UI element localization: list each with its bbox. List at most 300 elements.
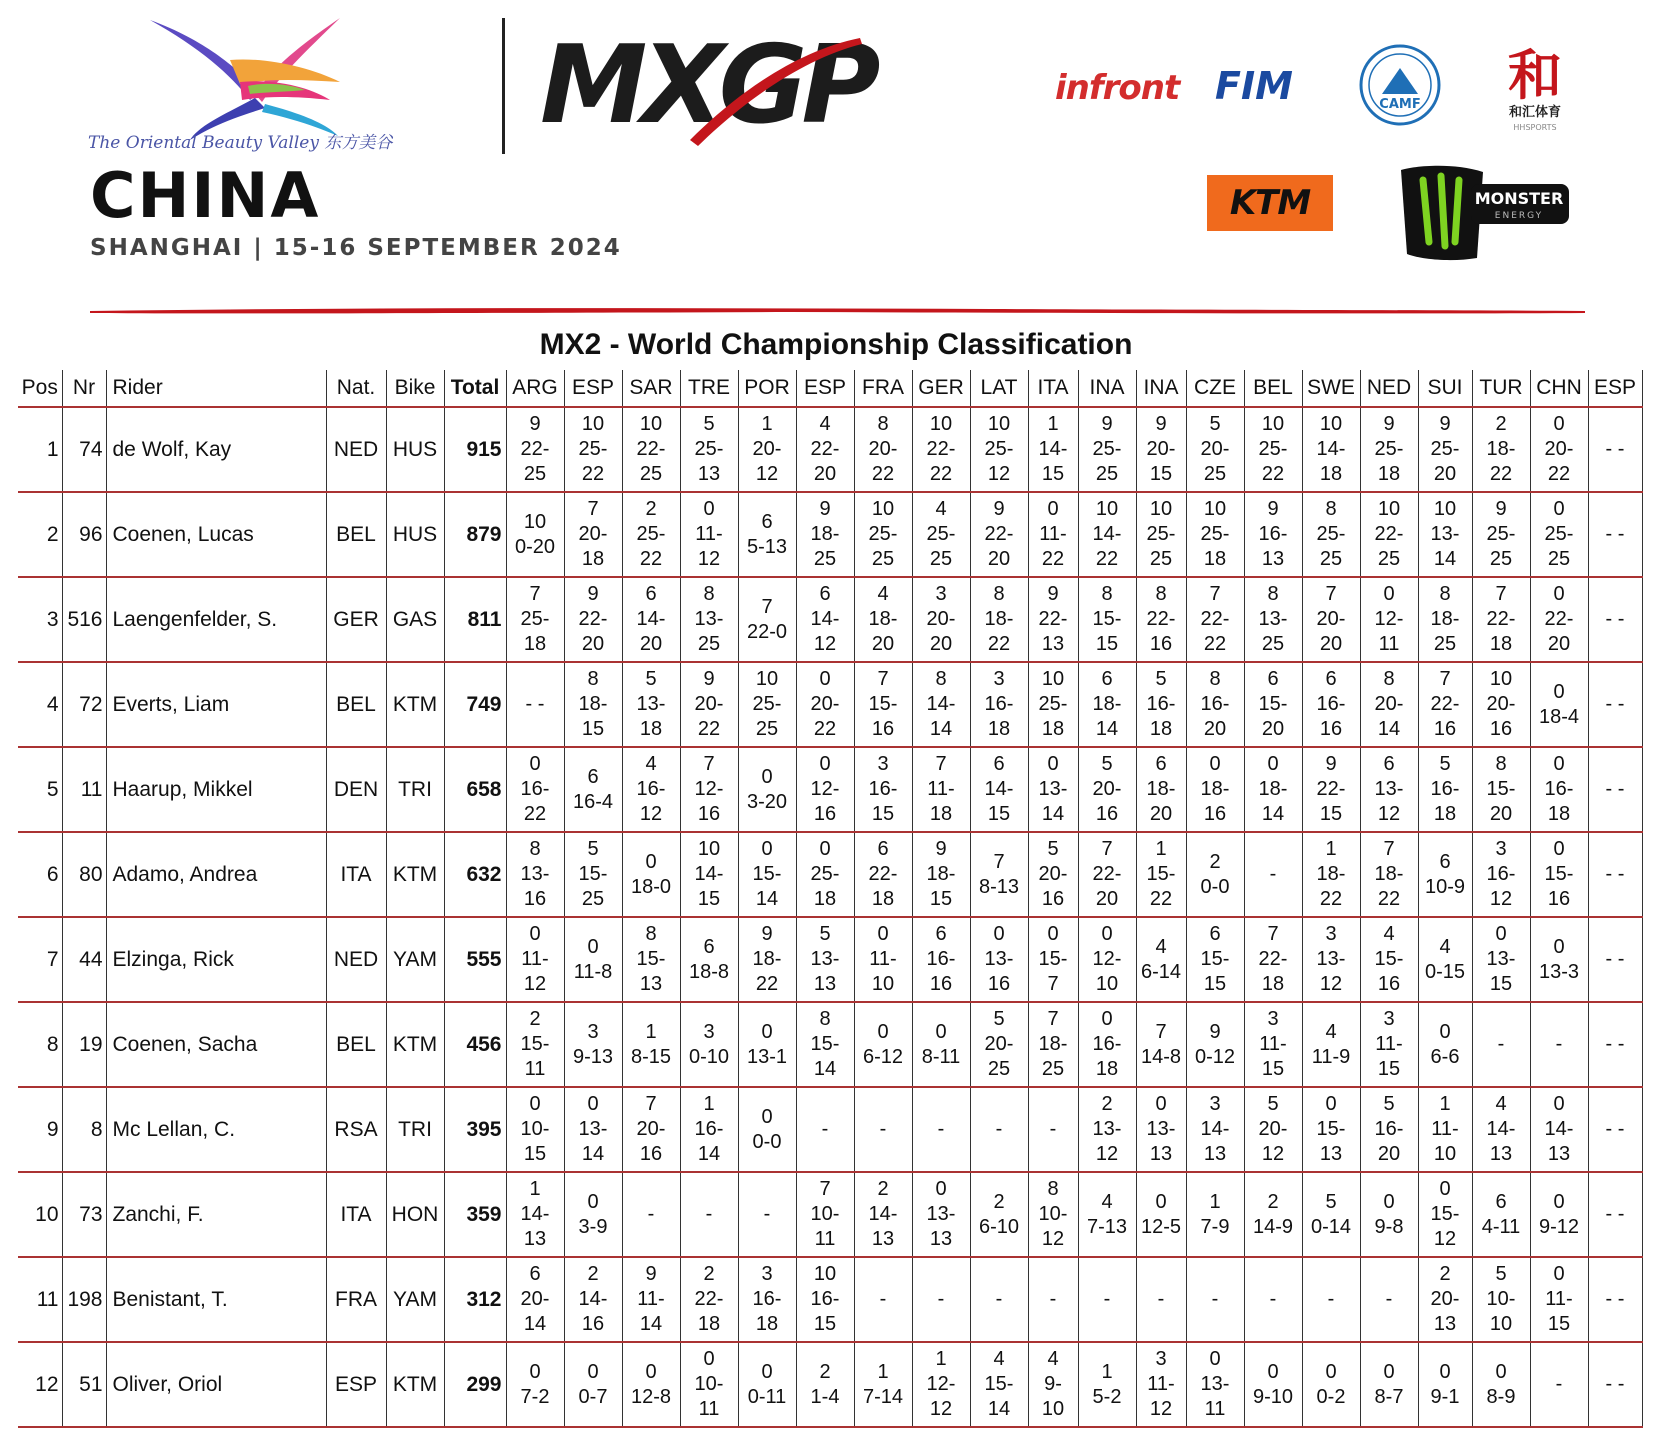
cell-race-result: 8 22- 16 [1136,577,1186,662]
cell-race-result: 0 8-7 [1360,1342,1418,1427]
cell-rider: Coenen, Lucas [106,492,326,577]
cell-nat: ITA [326,832,386,917]
he-sports-logo [1495,38,1575,138]
cell-race-result: 8 25- 25 [1302,492,1360,577]
cell-race-result: 10 0-20 [506,492,564,577]
svg-text:和汇体育: 和汇体育 [1508,105,1562,120]
cell-race-result: 8 15- 14 [796,1002,854,1087]
event-header [0,0,1672,330]
cell-total: 395 [444,1087,506,1172]
cell-nat: NED [326,917,386,1002]
cell-race-result: - [738,1172,796,1257]
cell-pos: 11 [18,1257,62,1342]
cell-nat: DEN [326,747,386,832]
cell-race-result: 5 20- 12 [1244,1087,1302,1172]
cell-nat: FRA [326,1257,386,1342]
cell-race-result: - - [1588,1002,1642,1087]
cell-race-result: - [1530,1002,1588,1087]
cell-race-result: 5 20- 16 [1078,747,1136,832]
cell-race-result: 0 20- 22 [1530,407,1588,492]
cell-race-result: 2 14- 16 [564,1257,622,1342]
column-header: ESP [1588,370,1642,407]
cell-race-result: 7 22- 20 [1078,832,1136,917]
fim-logo: FIM [1215,64,1293,108]
cell-race-result: 0 11- 22 [1028,492,1078,577]
cell-nr: 73 [62,1172,106,1257]
svg-text:HHSPORTS: HHSPORTS [1513,123,1557,132]
cell-race-result: 4 0-15 [1418,917,1472,1002]
cell-race-result: 0 22- 20 [1530,577,1588,662]
svg-text:和: 和 [1508,43,1562,107]
cell-race-result: 1 18- 22 [1302,832,1360,917]
cell-race-result: - [912,1087,970,1172]
cell-pos: 1 [18,407,62,492]
cell-total: 632 [444,832,506,917]
cell-pos: 5 [18,747,62,832]
column-header: Nat. [326,370,386,407]
cell-race-result: 0 13- 15 [1472,917,1530,1002]
cell-race-result: 9 22- 20 [564,577,622,662]
cell-rider: Coenen, Sacha [106,1002,326,1087]
cell-race-result: 0 8-9 [1472,1342,1530,1427]
cell-race-result: 7 20- 18 [564,492,622,577]
table-row [18,1257,1642,1342]
cell-race-result: 10 22- 25 [622,407,680,492]
cell-race-result: 6 14- 12 [796,577,854,662]
cell-race-result: 2 6-10 [970,1172,1028,1257]
header-divider [502,18,505,154]
cell-race-result: 9 18- 15 [912,832,970,917]
cell-race-result: 3 9-13 [564,1002,622,1087]
camf-logo [1358,42,1442,128]
cell-race-result: 8 15- 15 [1078,577,1136,662]
cell-race-result: 5 20- 16 [1028,832,1078,917]
cell-bike: GAS [386,577,444,662]
cell-race-result: 0 7-2 [506,1342,564,1427]
cell-race-result: - [1186,1257,1244,1342]
cell-race-result: 9 22- 25 [506,407,564,492]
cell-race-result: 5 10- 10 [1472,1257,1530,1342]
cell-total: 299 [444,1342,506,1427]
cell-race-result: 1 12- 12 [912,1342,970,1427]
cell-pos: 9 [18,1087,62,1172]
cell-race-result: 0 18-4 [1530,662,1588,747]
cell-race-result: - [1472,1002,1530,1087]
column-header: TRE [680,370,738,407]
cell-race-result: 6 20- 14 [506,1257,564,1342]
cell-race-result: 9 22- 15 [1302,747,1360,832]
cell-race-result: 0 16- 18 [1530,747,1588,832]
cell-race-result: 0 15- 7 [1028,917,1078,1002]
cell-race-result: 2 20- 13 [1418,1257,1472,1342]
slogan-text: The Oriental Beauty Valley 东方美谷 [88,133,393,153]
cell-total: 749 [444,662,506,747]
cell-race-result: 2 13- 12 [1078,1087,1136,1172]
cell-race-result: 0 18- 16 [1186,747,1244,832]
cell-race-result: 0 11-8 [564,917,622,1002]
cell-rider: de Wolf, Kay [106,407,326,492]
cell-race-result: 10 22- 22 [912,407,970,492]
cell-bike: HUS [386,407,444,492]
cell-race-result: 4 18- 20 [854,577,912,662]
cell-race-result: - - [1588,492,1642,577]
cell-total: 456 [444,1002,506,1087]
cell-race-result: 8 13- 25 [1244,577,1302,662]
cell-nat: GER [326,577,386,662]
cell-race-result: 7 22- 22 [1186,577,1244,662]
cell-race-result: 9 18- 22 [738,917,796,1002]
cell-race-result: 8 20- 14 [1360,662,1418,747]
cell-race-result: 2 1-4 [796,1342,854,1427]
cell-nat: ITA [326,1172,386,1257]
cell-nr: 51 [62,1342,106,1427]
table-row [18,1172,1642,1257]
cell-race-result: 0 12-5 [1136,1172,1186,1257]
cell-race-result: 0 25- 25 [1530,492,1588,577]
cell-race-result: 9 20- 15 [1136,407,1186,492]
cell-race-result: - [1078,1257,1136,1342]
cell-rider: Mc Lellan, C. [106,1087,326,1172]
cell-race-result: 9 11- 14 [622,1257,680,1342]
cell-race-result: - - [1588,1342,1642,1427]
cell-race-result: 0 16- 22 [506,747,564,832]
svg-text:ENERGY: ENERGY [1494,211,1544,221]
cell-race-result: 3 16- 12 [1472,832,1530,917]
cell-race-result: 5 16- 18 [1136,662,1186,747]
cell-nat: ESP [326,1342,386,1427]
cell-race-result: 0 25- 18 [796,832,854,917]
cell-race-result: 1 14- 13 [506,1172,564,1257]
column-header: TUR [1472,370,1530,407]
cell-pos: 3 [18,577,62,662]
cell-race-result: 0 12- 16 [796,747,854,832]
cell-race-result: 4 16- 12 [622,747,680,832]
cell-race-result: - [680,1172,738,1257]
cell-race-result: 0 13- 11 [1186,1342,1244,1427]
cell-nr: 19 [62,1002,106,1087]
cell-race-result: - [854,1257,912,1342]
cell-race-result: 3 0-10 [680,1002,738,1087]
cell-race-result: 1 16- 14 [680,1087,738,1172]
cell-race-result: - - [1588,407,1642,492]
cell-race-result: - - [1588,662,1642,747]
cell-race-result: 10 13- 14 [1418,492,1472,577]
cell-race-result: 0 11- 15 [1530,1257,1588,1342]
cell-race-result: - - [1588,832,1642,917]
cell-race-result: 0 3-20 [738,747,796,832]
cell-race-result: 0 0-0 [738,1087,796,1172]
column-header: FRA [854,370,912,407]
cell-race-result: 1 8-15 [622,1002,680,1087]
cell-total: 811 [444,577,506,662]
cell-race-result: 5 16- 20 [1360,1087,1418,1172]
column-header: CHN [1530,370,1588,407]
cell-race-result: 10 25- 18 [1186,492,1244,577]
cell-race-result: 10 25- 22 [1244,407,1302,492]
cell-race-result: 10 14- 18 [1302,407,1360,492]
table-row [18,1002,1642,1087]
column-header: BEL [1244,370,1302,407]
cell-race-result: 10 16- 15 [796,1257,854,1342]
cell-race-result: 7 20- 16 [622,1087,680,1172]
cell-total: 915 [444,407,506,492]
cell-race-result: 3 16- 15 [854,747,912,832]
cell-race-result: 6 22- 18 [854,832,912,917]
cell-race-result: - - [506,662,564,747]
cell-race-result: - [1530,1342,1588,1427]
cell-total: 555 [444,917,506,1002]
cell-pos: 6 [18,832,62,917]
cell-race-result: 0 9-1 [1418,1342,1472,1427]
table-row [18,577,1642,662]
ktm-logo: KTM [1207,175,1333,231]
cell-race-result: 9 25- 20 [1418,407,1472,492]
column-header: Pos [18,370,62,407]
cell-race-result: - [912,1257,970,1342]
cell-race-result: 0 18-0 [622,832,680,917]
column-header: LAT [970,370,1028,407]
column-header: Bike [386,370,444,407]
cell-race-result: 8 18- 25 [1418,577,1472,662]
cell-race-result: 0 11- 10 [854,917,912,1002]
cell-race-result: 6 14- 15 [970,747,1028,832]
column-header: NED [1360,370,1418,407]
cell-race-result: 2 18- 22 [1472,407,1530,492]
cell-rider: Elzinga, Rick [106,917,326,1002]
document-title: MX2 - World Championship Classification [539,328,1133,361]
cell-race-result: 0 15- 16 [1530,832,1588,917]
cell-race-result: 10 25- 18 [1028,662,1078,747]
cell-nat: BEL [326,492,386,577]
cell-race-result: 0 6-6 [1418,1002,1472,1087]
svg-text:CAMF: CAMF [1379,97,1421,112]
column-header: Nr [62,370,106,407]
cell-race-result: 10 14- 15 [680,832,738,917]
cell-race-result: 4 7-13 [1078,1172,1136,1257]
cell-race-result: - [970,1087,1028,1172]
cell-race-result: 8 20- 22 [854,407,912,492]
cell-race-result: 6 5-13 [738,492,796,577]
cell-race-result: 2 0-0 [1186,832,1244,917]
cell-race-result: - [970,1257,1028,1342]
table-header-row [18,370,1642,407]
cell-pos: 7 [18,917,62,1002]
cell-race-result: 5 20- 25 [970,1002,1028,1087]
cell-race-result: 0 13- 13 [1136,1087,1186,1172]
cell-race-result: - - [1588,1087,1642,1172]
cell-race-result: 7 25- 18 [506,577,564,662]
cell-race-result: - [796,1087,854,1172]
cell-race-result: 10 25- 25 [738,662,796,747]
cell-race-result: 0 20- 22 [796,662,854,747]
cell-rider: Laengenfelder, S. [106,577,326,662]
cell-race-result: - - [1588,747,1642,832]
cell-race-result: 0 9-12 [1530,1172,1588,1257]
column-header: CZE [1186,370,1244,407]
cell-bike: KTM [386,1342,444,1427]
column-header: ARG [506,370,564,407]
cell-race-result: 4 14- 13 [1472,1087,1530,1172]
column-header: POR [738,370,796,407]
cell-race-result: 7 22- 18 [1244,917,1302,1002]
svg-text:MONSTER: MONSTER [1474,189,1564,208]
table-row [18,1342,1642,1427]
cell-total: 879 [444,492,506,577]
cell-race-result: - - [1588,1172,1642,1257]
cell-race-result: 3 11- 12 [1136,1342,1186,1427]
cell-race-result: 7 12- 16 [680,747,738,832]
cell-race-result: 9 25- 25 [1078,407,1136,492]
cell-race-result: 8 13- 25 [680,577,738,662]
cell-race-result: - [1028,1257,1078,1342]
cell-race-result: 7 22-0 [738,577,796,662]
cell-rider: Adamo, Andrea [106,832,326,917]
cell-race-result: 3 11- 15 [1360,1002,1418,1087]
cell-race-result: 3 13- 12 [1302,917,1360,1002]
cell-race-result: - [854,1087,912,1172]
cell-bike: KTM [386,832,444,917]
cell-pos: 10 [18,1172,62,1257]
cell-race-result: 1 5-2 [1078,1342,1136,1427]
cell-race-result: - - [1588,1257,1642,1342]
cell-rider: Zanchi, F. [106,1172,326,1257]
cell-race-result: - [1028,1087,1078,1172]
cell-race-result: 0 0-7 [564,1342,622,1427]
cell-race-result: 6 13- 12 [1360,747,1418,832]
cell-rider: Haarup, Mikkel [106,747,326,832]
cell-race-result: 5 13- 18 [622,662,680,747]
cell-nr: 198 [62,1257,106,1342]
cell-race-result: 2 15- 11 [506,1002,564,1087]
cell-rider: Oliver, Oriol [106,1342,326,1427]
cell-race-result: 3 14- 13 [1186,1087,1244,1172]
mxgp-logo [540,30,920,155]
cell-race-result: 6 10-9 [1418,832,1472,917]
cell-nat: NED [326,407,386,492]
column-header: ESP [796,370,854,407]
cell-race-result: 7 20- 20 [1302,577,1360,662]
cell-bike: KTM [386,662,444,747]
cell-bike: HON [386,1172,444,1257]
cell-race-result: 3 16- 18 [738,1257,796,1342]
cell-race-result: 1 14- 15 [1028,407,1078,492]
classification-table [18,370,1643,1428]
cell-race-result: 5 15- 25 [564,832,622,917]
cell-race-result: 6 16- 16 [1302,662,1360,747]
cell-race-result: - [1360,1257,1418,1342]
cell-race-result: 0 14- 13 [1530,1087,1588,1172]
cell-race-result: 4 6-14 [1136,917,1186,1002]
cell-pos: 12 [18,1342,62,1427]
cell-race-result: 0 9-8 [1360,1172,1418,1257]
cell-race-result: 6 18- 14 [1078,662,1136,747]
cell-race-result: 0 11- 12 [506,917,564,1002]
cell-race-result: 0 0-11 [738,1342,796,1427]
cell-race-result: 10 25- 25 [854,492,912,577]
cell-race-result: 6 18-8 [680,917,738,1002]
column-header: GER [912,370,970,407]
cell-race-result: 0 13- 14 [1028,747,1078,832]
cell-race-result: 6 18- 20 [1136,747,1186,832]
cell-race-result: 8 18- 22 [970,577,1028,662]
cell-race-result: 1 20- 12 [738,407,796,492]
cell-race-result: 7 11- 18 [912,747,970,832]
cell-race-result: 4 15- 16 [1360,917,1418,1002]
column-header: SUI [1418,370,1472,407]
cell-race-result: 1 11- 10 [1418,1087,1472,1172]
cell-race-result: 3 20- 20 [912,577,970,662]
cell-race-result: 9 18- 25 [796,492,854,577]
column-header: SWE [1302,370,1360,407]
cell-race-result: 8 15- 20 [1472,747,1530,832]
cell-race-result: 1 15- 22 [1136,832,1186,917]
cell-race-result: 7 14-8 [1136,1002,1186,1087]
cell-race-result: 7 18- 22 [1360,832,1418,917]
table-row [18,917,1642,1002]
cell-race-result: - [1136,1257,1186,1342]
column-header: SAR [622,370,680,407]
cell-total: 359 [444,1172,506,1257]
cell-race-result: 0 13- 16 [970,917,1028,1002]
cell-bike: TRI [386,1087,444,1172]
cell-race-result: 9 16- 13 [1244,492,1302,577]
cell-race-result: 6 15- 20 [1244,662,1302,747]
cell-race-result: 9 25- 18 [1360,407,1418,492]
cell-race-result: 2 14-9 [1244,1172,1302,1257]
cell-bike: YAM [386,1257,444,1342]
event-place-date: SHANGHAI | 15-16 SEPTEMBER 2024 [90,235,622,261]
table-row [18,662,1642,747]
cell-total: 312 [444,1257,506,1342]
header-red-rule [90,305,1585,315]
cell-race-result: 8 10- 12 [1028,1172,1078,1257]
cell-race-result: - [1244,1257,1302,1342]
cell-race-result: 9 20- 22 [680,662,738,747]
cell-race-result: 0 12- 10 [1078,917,1136,1002]
cell-race-result: 4 22- 20 [796,407,854,492]
cell-race-result: 8 16- 20 [1186,662,1244,747]
svg-text:MXGP: MXGP [540,30,875,148]
table-row [18,407,1642,492]
cell-nat: RSA [326,1087,386,1172]
cell-race-result: 0 18- 14 [1244,747,1302,832]
cell-nr: 11 [62,747,106,832]
cell-race-result: - [1302,1257,1360,1342]
cell-race-result: 9 25- 25 [1472,492,1530,577]
column-header: INA [1078,370,1136,407]
cell-nat: BEL [326,662,386,747]
cell-bike: YAM [386,917,444,1002]
cell-race-result: 5 0-14 [1302,1172,1360,1257]
cell-nr: 74 [62,407,106,492]
cell-race-result: 1 7-9 [1186,1172,1244,1257]
cell-race-result: 8 18- 15 [564,662,622,747]
cell-race-result: 6 16-4 [564,747,622,832]
cell-race-result: - [1244,832,1302,917]
cell-total: 658 [444,747,506,832]
cell-race-result: 6 16- 16 [912,917,970,1002]
column-header: Total [444,370,506,407]
cell-race-result: 8 15- 13 [622,917,680,1002]
cell-race-result: 4 11-9 [1302,1002,1360,1087]
cell-race-result: 7 22- 16 [1418,662,1472,747]
cell-race-result: 7 15- 16 [854,662,912,747]
cell-race-result: 0 10- 11 [680,1342,738,1427]
cell-race-result: 0 13- 14 [564,1087,622,1172]
cell-race-result: 6 15- 15 [1186,917,1244,1002]
cell-nr: 72 [62,662,106,747]
cell-race-result: 6 4-11 [1472,1172,1530,1257]
